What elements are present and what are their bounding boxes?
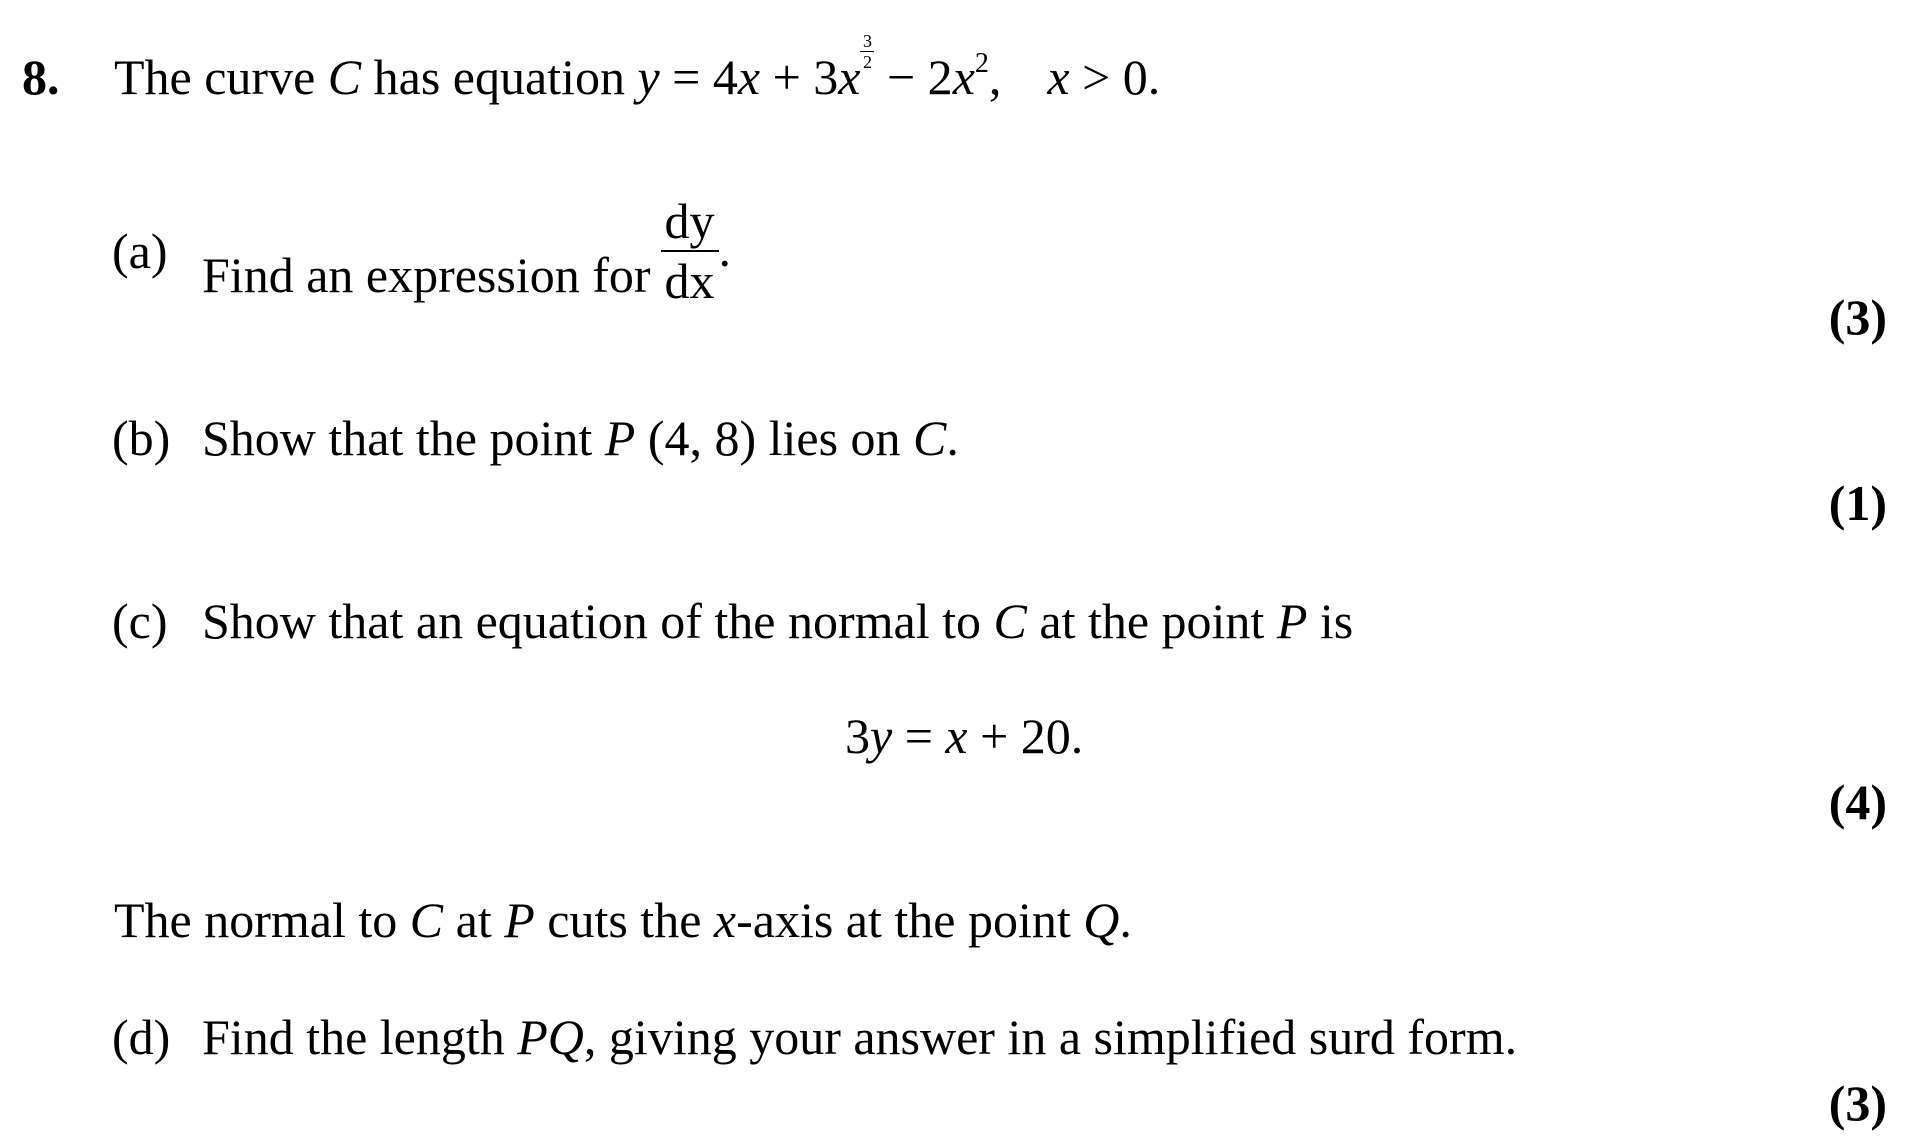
var-x: x: [1047, 49, 1070, 105]
part-a-period: .: [718, 221, 732, 278]
point-p: P: [604, 410, 636, 466]
stem-mid: has equation: [361, 49, 638, 105]
derivative-numerator: dy: [664, 193, 715, 249]
part-a-prompt: Find an expression for: [202, 247, 651, 304]
point-p: P: [504, 892, 535, 948]
eq-part-2: + 3: [760, 49, 839, 105]
stem-prefix: The curve: [114, 49, 328, 105]
eq-coef: 3: [845, 708, 870, 764]
part-d-text-2: , giving your answer in a simplified surd form.: [583, 1009, 1518, 1065]
point-q: Q: [1083, 892, 1120, 948]
part-c-text-2: at the point: [1026, 593, 1277, 649]
part-d-text-1: Find the length: [202, 1009, 518, 1065]
exponent-square: 2: [974, 48, 989, 79]
interlude-text-4: -axis at the point: [736, 892, 1084, 948]
exponent-fraction: [860, 32, 874, 71]
part-c-text: [202, 593, 1354, 649]
part-d-marks: (3): [1828, 1075, 1887, 1131]
part-c-text-1: Show that an equation of the normal to: [202, 593, 994, 649]
part-c-text-3: is: [1307, 593, 1354, 649]
var-x: x: [838, 49, 861, 105]
interlude-text-1: The normal to: [114, 892, 410, 948]
eq-equals: =: [892, 708, 946, 764]
var-y: y: [637, 49, 660, 105]
curve-symbol: C: [993, 593, 1027, 649]
question-number: 8.: [22, 49, 60, 105]
part-c-marks: (4): [1828, 774, 1887, 830]
eq-part-3: − 2: [874, 49, 953, 105]
var-x: x: [713, 892, 737, 948]
part-b-text-1: Show that the point: [202, 410, 605, 466]
derivative-denominator: dx: [664, 253, 715, 309]
var-x: x: [945, 708, 968, 764]
interlude-text-5: .: [1119, 892, 1132, 948]
part-a-text: [202, 193, 732, 309]
point-p: P: [1276, 593, 1308, 649]
var-x: x: [952, 49, 975, 105]
interlude-text: [114, 892, 1132, 948]
exponent-numerator: 3: [862, 31, 872, 51]
comma: ,: [988, 49, 1002, 105]
question-stem: [114, 31, 1161, 105]
part-d-label: (d): [112, 1009, 171, 1065]
curve-symbol: C: [327, 49, 362, 105]
interlude-text-3: cuts the: [534, 892, 714, 948]
var-x: x: [737, 49, 761, 105]
part-b-text-3: .: [946, 410, 959, 466]
part-a-label: (a): [112, 223, 168, 279]
domain-condition: > 0.: [1069, 49, 1161, 105]
derivative-fraction: [661, 193, 719, 309]
fraction-bar: [661, 250, 719, 252]
segment-pq: PQ: [517, 1009, 584, 1065]
part-b-text: [202, 410, 959, 466]
part-d-text: [202, 1009, 1518, 1065]
curve-symbol: C: [913, 410, 947, 466]
part-b-text-2: (4, 8) lies on: [635, 410, 914, 466]
part-a-marks: (3): [1828, 289, 1887, 345]
exponent-denominator: 2: [862, 52, 872, 72]
part-b-label: (b): [112, 410, 171, 466]
part-b-marks: (1): [1828, 475, 1887, 531]
curve-symbol: C: [409, 892, 444, 948]
normal-equation: [845, 708, 1084, 764]
var-y: y: [870, 708, 893, 764]
eq-rest: + 20.: [967, 708, 1084, 764]
interlude-text-2: at: [443, 892, 505, 948]
part-c-label: (c): [112, 593, 168, 649]
eq-part-1: = 4: [659, 49, 738, 105]
